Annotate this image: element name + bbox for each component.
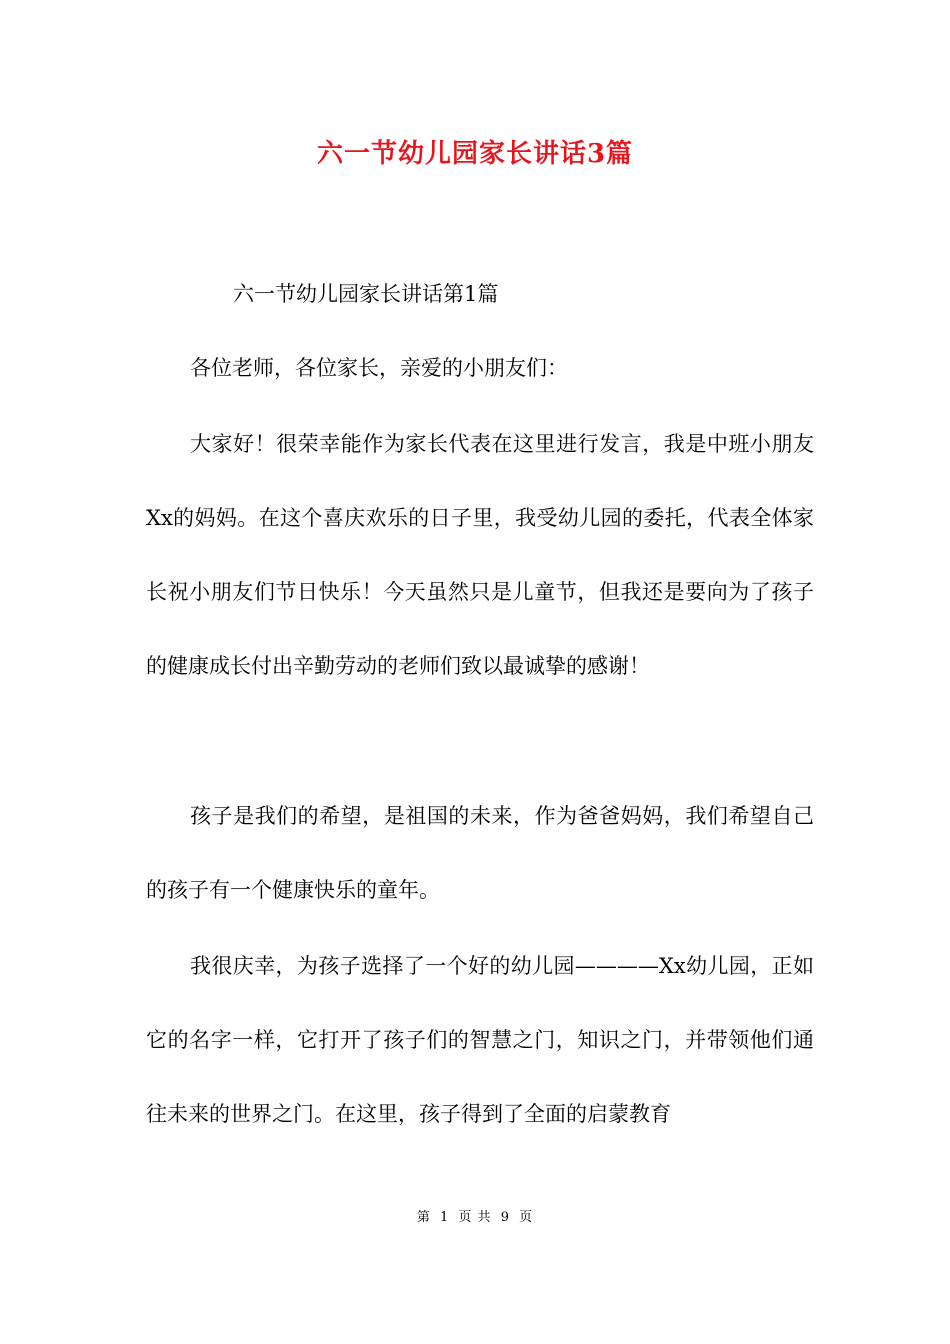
footer-current-page: 1 — [440, 1210, 450, 1225]
body-paragraph-2: 孩子是我们的希望，是祖国的未来，作为爸爸妈妈，我们希望自己的孩子有一个健康快乐的童年。 — [146, 804, 814, 902]
salutation-paragraph: 各位老师，各位家长，亲爱的小朋友们： — [190, 356, 568, 380]
page-footer — [0, 1206, 950, 1230]
section-heading: 六一节幼儿园家长讲话第1篇 — [233, 282, 499, 306]
body-paragraph-1: 大家好！很荣幸能作为家长代表在这里进行发言，我是中班小朋友Xx的妈妈。在这个喜庆欢乐的日子里，我受幼儿园的委托，代表全体家长祝小朋友们节日快乐！今天虽然只是儿童节，但我还是要向为了孩子的健康成长付出辛勤劳动的老师们致以最诚挚的感谢！ — [146, 432, 814, 678]
footer-suffix: 页 — [519, 1210, 534, 1225]
footer-total-pages: 9 — [500, 1210, 510, 1225]
body-paragraph-3: 我很庆幸，为孩子选择了一个好的幼儿园————Xx幼儿园，正如它的名字一样，它打开了孩子们的智慧之门，知识之门，并带领他们通往未来的世界之门。在这里，孩子得到了全面的启蒙教育 — [146, 954, 814, 1126]
footer-prefix: 第 — [416, 1210, 431, 1225]
footer-middle: 页 共 — [458, 1210, 492, 1225]
document-title: 六一节幼儿园家长讲话3篇 — [316, 139, 634, 169]
